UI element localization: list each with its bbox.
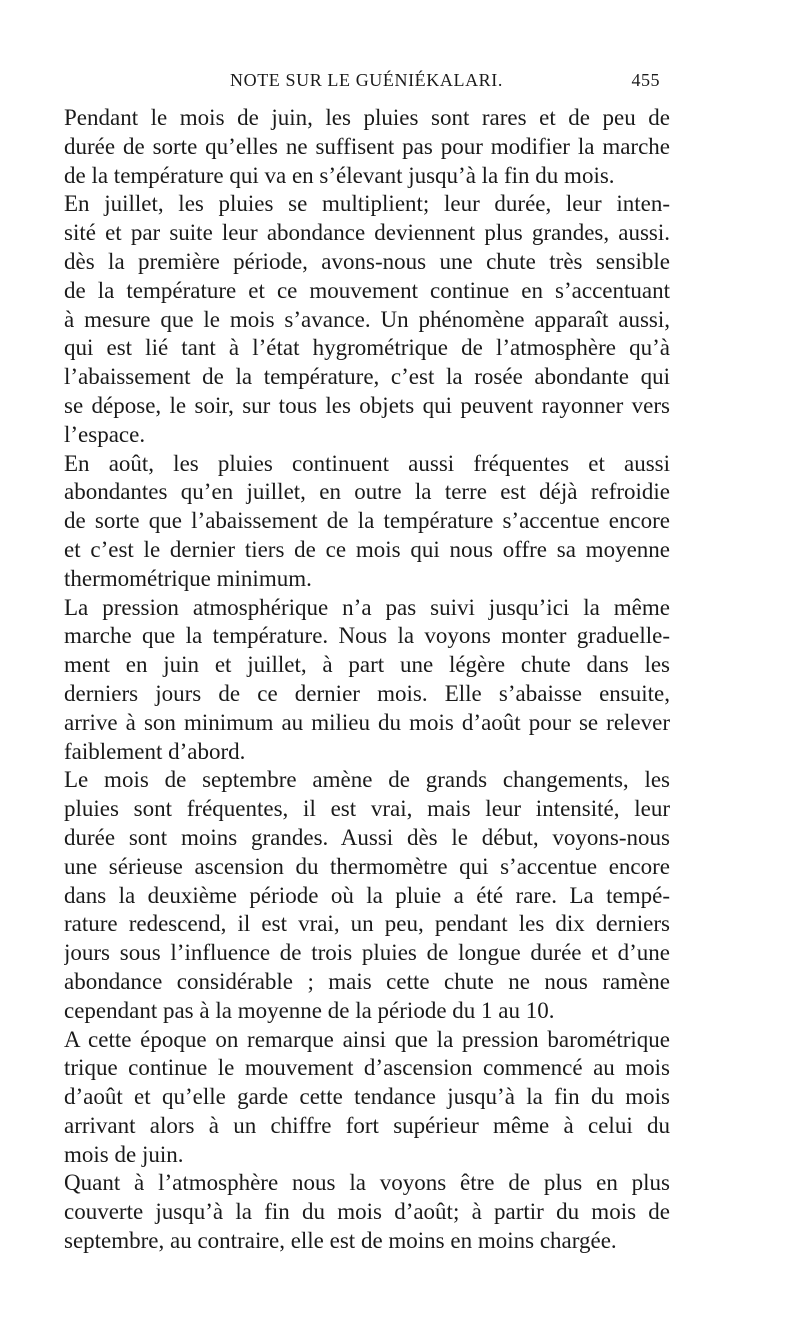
- text-line: rature redescend, il est vrai, un peu, pendant les dix derniers: [64, 911, 670, 937]
- text-line: de sorte que l’abaissement de la température s’accentue encore: [64, 508, 670, 534]
- text-line: Le mois de septembre amène de grands changements, les: [64, 767, 670, 793]
- text-line: d’août et qu’elle garde cette tendance jusqu’à la fin du mois: [64, 1084, 670, 1110]
- text-line: couverte jusqu’à la fin du mois d’août; à partir du mois de: [64, 1199, 670, 1225]
- text-line: cependant pas à la moyenne de la période du 1 au 10.: [64, 997, 555, 1023]
- text-line: sité et par suite leur abondance deviennent plus grandes, aussi.: [64, 220, 670, 246]
- text-line: durée sont moins grandes. Aussi dès le début, voyons-nous: [64, 824, 670, 850]
- text-line: La pression atmosphérique n’a pas suivi jusqu’ici la même: [64, 594, 670, 620]
- paragraph: [64, 594, 670, 767]
- text-line: abondance considérable ; mais cette chute ne nous ramène: [64, 968, 670, 994]
- text-line: En août, les pluies continuent aussi fréquentes et aussi: [64, 450, 670, 476]
- paragraph: [64, 1026, 670, 1170]
- text-line: trique continue le mouvement d’ascension commencé au mois: [64, 1055, 670, 1081]
- text-line: pluies sont fréquentes, il est vrai, mais leur intensité, leur: [64, 796, 670, 822]
- text-line: ment en juin et juillet, à part une légère chute dans les: [64, 652, 670, 678]
- text-line: abondantes qu’en juillet, en outre la terre est déjà refroidie: [64, 479, 670, 505]
- text-line: se dépose, le soir, sur tous les objets qui peuvent rayonner vers: [64, 392, 670, 418]
- paragraph: [64, 190, 670, 449]
- text-line: à mesure que le mois s’avance. Un phénomène apparaît aussi,: [64, 306, 670, 332]
- paragraph: [64, 104, 670, 190]
- paragraph: [64, 450, 670, 594]
- paragraph: [64, 766, 670, 1025]
- text-line: et c’est le dernier tiers de ce mois qui nous offre sa moyenne: [64, 536, 670, 562]
- text-line: mois de juin.: [64, 1141, 184, 1167]
- running-header: [230, 70, 660, 98]
- text-line: arrivant alors à un chiffre fort supérieur même à celui du: [64, 1112, 670, 1138]
- text-line: l’abaissement de la température, c’est la rosée abondante qui: [64, 364, 670, 390]
- text-line: Pendant le mois de juin, les pluies sont rares et de peu de: [64, 105, 670, 130]
- text-line: qui est lié tant à l’état hygrométrique de l’atmosphère qu’à: [64, 335, 670, 361]
- text-line: durée de sorte qu’elles ne suffisent pas pour modifier la marche: [64, 133, 670, 159]
- text-line: de la température et ce mouvement continue en s’accentuant: [64, 277, 670, 303]
- body-text: [64, 104, 670, 1256]
- text-line: une sérieuse ascension du thermomètre qui s’accentue encore: [64, 853, 670, 879]
- page-number: 455: [631, 70, 660, 90]
- text-line: arrive à son minimum au milieu du mois d’août pour se relever: [64, 709, 670, 735]
- running-title: NOTE SUR LE GUÉNIÉKALARI.: [230, 70, 503, 90]
- text-line: A cette époque on remarque ainsi que la pression barométrique: [64, 1026, 670, 1052]
- text-line: thermométrique minimum.: [64, 565, 312, 591]
- text-line: dès la première période, avons-nous une chute très sensible: [64, 248, 670, 274]
- text-line: Quant à l’atmosphère nous la voyons être de plus en plus: [64, 1170, 670, 1196]
- text-line: faiblement d’abord.: [64, 738, 246, 764]
- text-line: derniers jours de ce dernier mois. Elle s’abaisse ensuite,: [64, 680, 670, 706]
- text-line: de la température qui va en s’élevant jusqu’à la fin du mois.: [64, 162, 615, 188]
- text-line: septembre, au contraire, elle est de moins en moins chargée.: [64, 1228, 617, 1254]
- text-line: dans la deuxième période où la pluie a été rare. La tempé-: [64, 882, 670, 908]
- paragraph: [64, 1169, 670, 1255]
- text-line: marche que la température. Nous la voyons monter graduelle-: [64, 623, 670, 649]
- text-line: jours sous l’influence de trois pluies de longue durée et d’une: [64, 940, 670, 966]
- text-line: l’espace.: [64, 421, 146, 447]
- text-line: En juillet, les pluies se multiplient; leur durée, leur inten-: [64, 191, 670, 217]
